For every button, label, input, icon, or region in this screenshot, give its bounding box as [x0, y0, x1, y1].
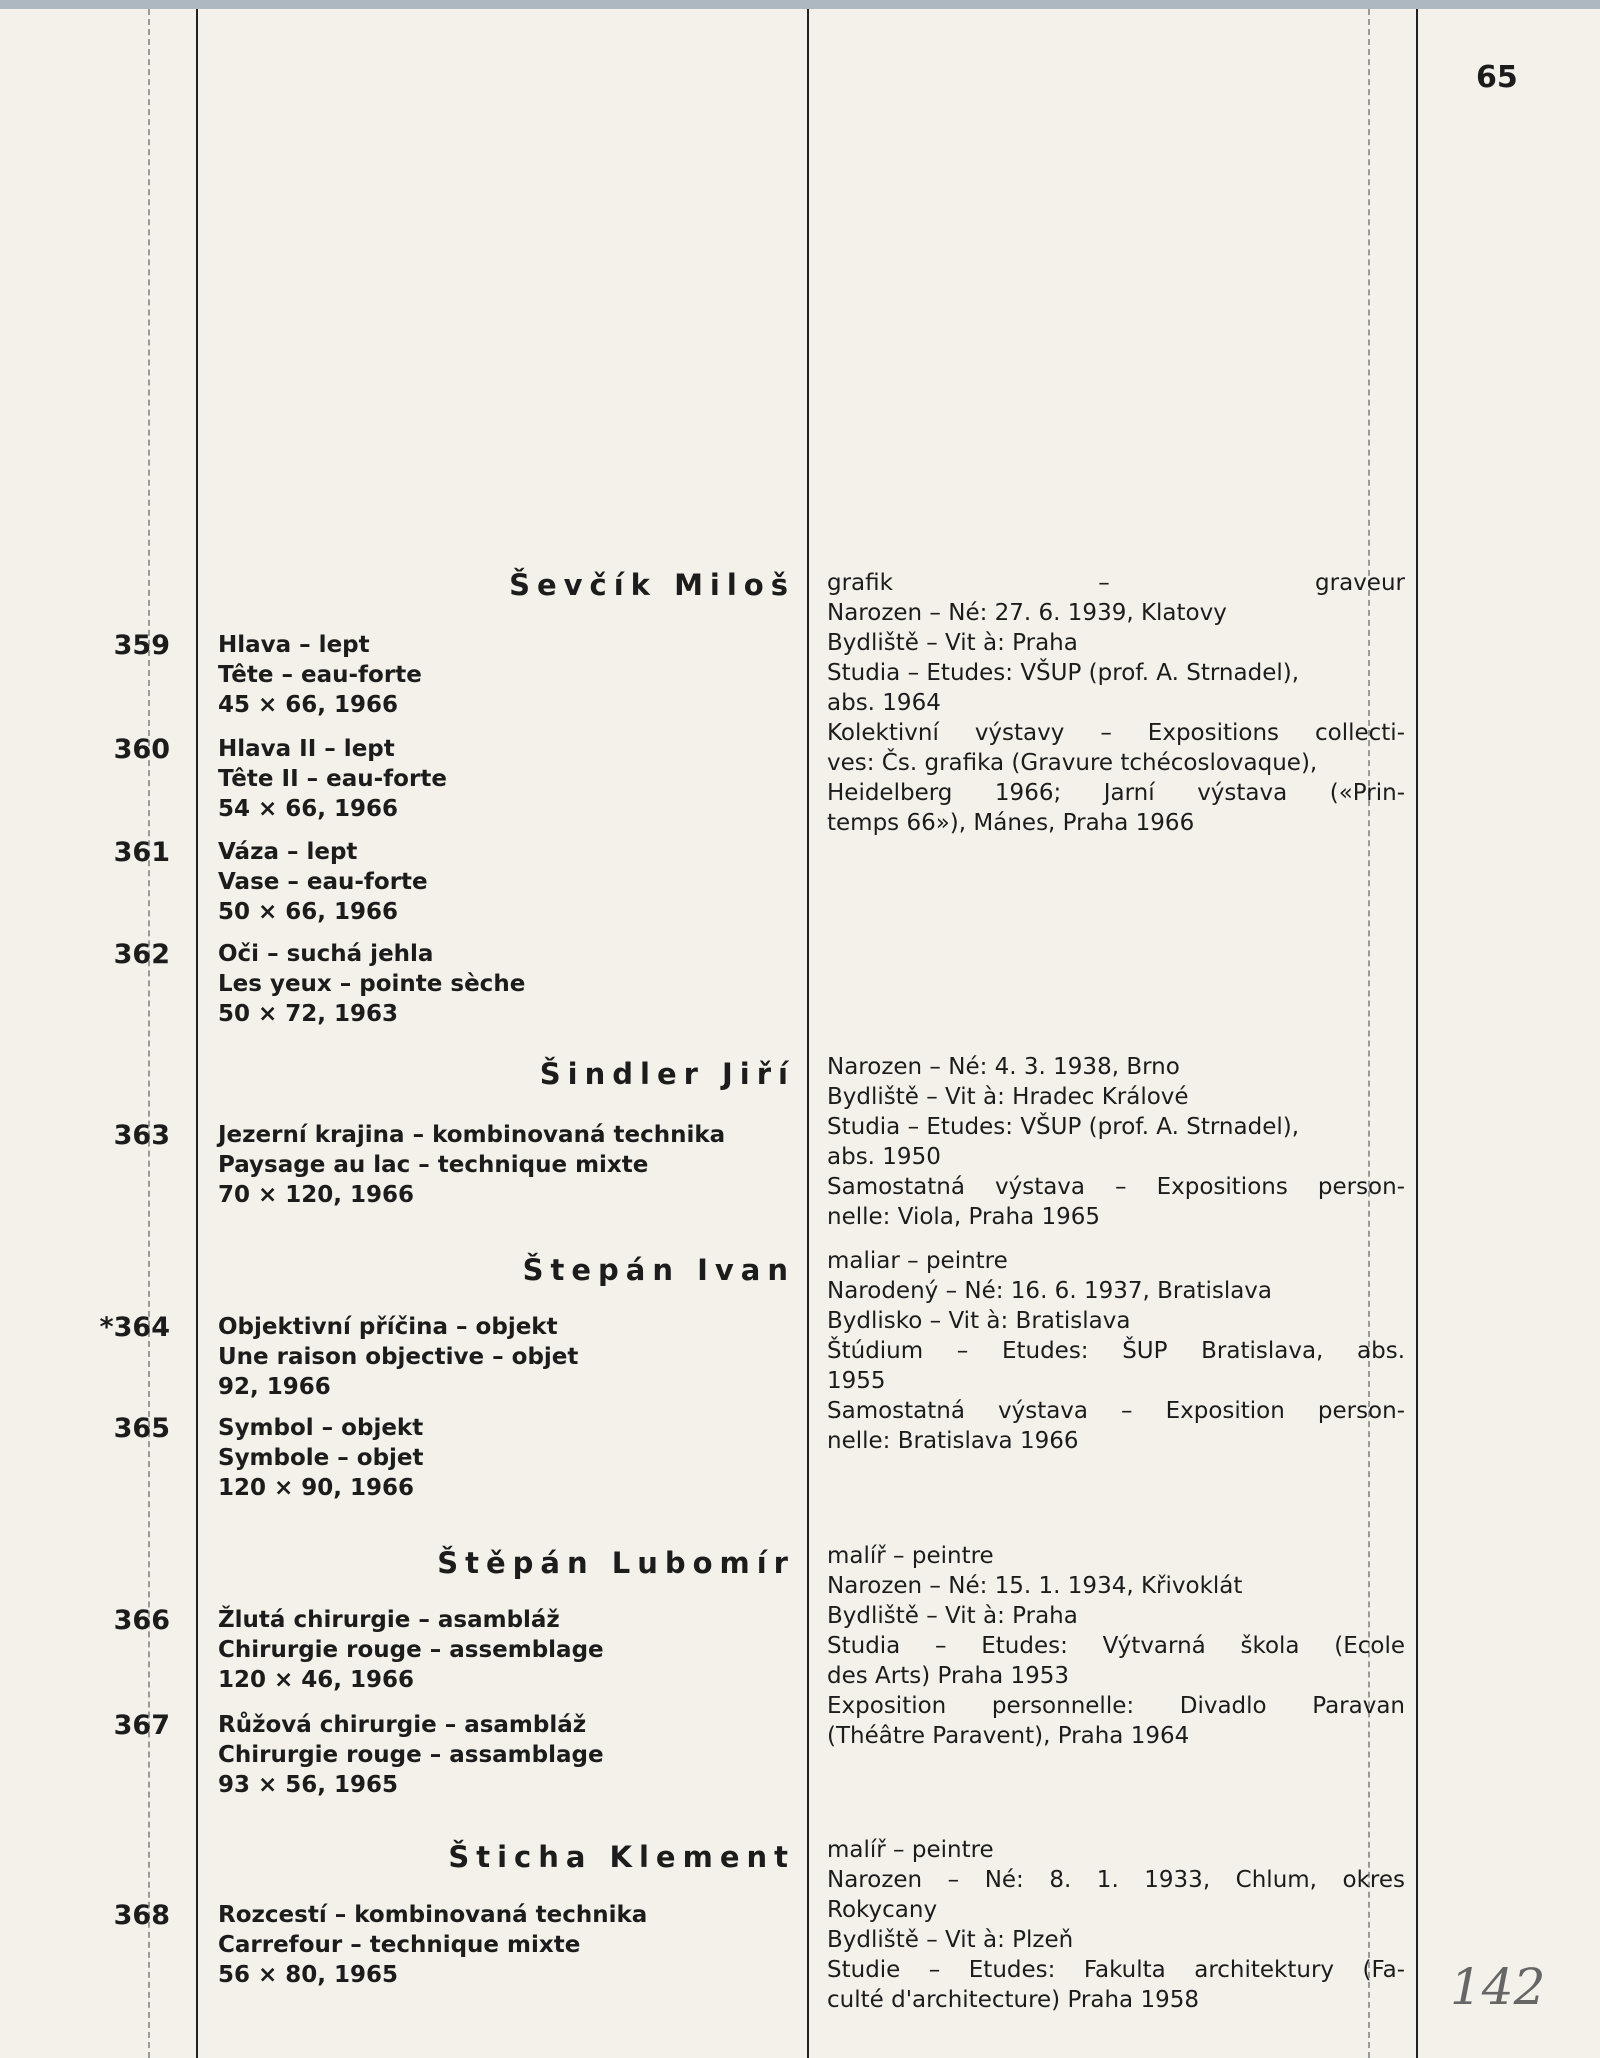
work-dimensions: 45 × 66, 1966: [218, 692, 399, 718]
bio-line: temps 66»), Mánes, Praha 1966: [827, 810, 1195, 836]
bio-line: Samostatná výstava – Exposition person-: [827, 1398, 1405, 1424]
bio-line: Narozen – Né: 15. 1. 1934, Křivoklát: [827, 1573, 1243, 1599]
work-number: 366: [113, 1605, 170, 1636]
work-title-fr: Paysage au lac – technique mixte: [218, 1152, 649, 1178]
bio-line: Rokycany: [827, 1897, 938, 1923]
bio-line: Studie – Etudes: Fakulta architektury (Fa-: [827, 1957, 1405, 1983]
work-title-cz: Hlava – lept: [218, 632, 370, 658]
bio-line: Narozen – Né: 8. 1. 1933, Chlum, okres: [827, 1867, 1405, 1893]
bio-line: nelle: Bratislava 1966: [827, 1428, 1079, 1454]
work-title-fr: Chirurgie rouge – assamblage: [218, 1742, 604, 1768]
work-dimensions: 56 × 80, 1965: [218, 1962, 399, 1988]
bio-line: des Arts) Praha 1953: [827, 1663, 1070, 1689]
work-number: 368: [113, 1900, 170, 1931]
work-dimensions: 50 × 72, 1963: [218, 1001, 399, 1027]
work-title-fr: Une raison objective – objet: [218, 1344, 579, 1370]
work-title-fr: Les yeux – pointe sèche: [218, 971, 526, 997]
work-title-fr: Tête II – eau-forte: [218, 766, 447, 792]
work-title-fr: Chirurgie rouge – assemblage: [218, 1637, 604, 1663]
top-edge-band: [0, 0, 1600, 9]
bio-line: Narodený – Né: 16. 6. 1937, Bratislava: [827, 1278, 1273, 1304]
work-title-cz: Žlutá chirurgie – asambláž: [218, 1607, 560, 1633]
work-title-cz: Růžová chirurgie – asambláž: [218, 1712, 587, 1738]
work-dimensions: 70 × 120, 1966: [218, 1182, 415, 1208]
work-dimensions: 120 × 46, 1966: [218, 1667, 415, 1693]
bio-line: culté d'architecture) Praha 1958: [827, 1987, 1199, 2013]
bio-line: Bydlisko – Vit à: Bratislava: [827, 1308, 1131, 1334]
bio-line: Bydliště – Vit à: Plzeň: [827, 1927, 1074, 1953]
work-dimensions: 120 × 90, 1966: [218, 1475, 415, 1501]
work-title-fr: Carrefour – technique mixte: [218, 1932, 581, 1958]
bio-line: Studia – Etudes: Výtvarná škola (Ecole: [827, 1633, 1405, 1659]
bio-line: Kolektivní výstavy – Expositions collecti-: [827, 720, 1405, 746]
bio-line: abs. 1964: [827, 690, 941, 716]
artist-name: Štěpán Lubomír: [437, 1546, 795, 1580]
artist-biography: [827, 1246, 1405, 1456]
bio-line: grafik – graveur: [827, 570, 1405, 596]
artist-biography: [827, 1052, 1405, 1232]
work-number: 359: [113, 630, 170, 661]
artist-name: Ševčík Miloš: [509, 568, 795, 602]
bio-line: Studia – Etudes: VŠUP (prof. A. Strnadel),: [827, 660, 1300, 686]
work-title-cz: Jezerní krajina – kombinovaná technika: [218, 1122, 726, 1148]
bio-line: ves: Čs. grafika (Gravure tchécoslovaque),: [827, 750, 1318, 776]
artist-name: Šticha Klement: [448, 1840, 795, 1874]
work-dimensions: 92, 1966: [218, 1374, 331, 1400]
bio-line: 1955: [827, 1368, 886, 1394]
artist-name: Šindler Jiří: [539, 1057, 795, 1091]
artist-biography: [827, 1541, 1405, 1751]
bio-line: malíř – peintre: [827, 1543, 994, 1569]
work-number: 362: [113, 939, 170, 970]
work-dimensions: 93 × 56, 1965: [218, 1772, 399, 1798]
bio-line: malíř – peintre: [827, 1837, 994, 1863]
left-column-rule: [196, 9, 198, 2058]
bio-line: (Théâtre Paravent), Praha 1964: [827, 1723, 1190, 1749]
work-title-cz: Rozcestí – kombinovaná technika: [218, 1902, 648, 1928]
work-number: 367: [113, 1710, 170, 1741]
work-title-cz: Oči – suchá jehla: [218, 941, 434, 967]
work-number: 361: [113, 837, 170, 868]
handwritten-note: 142: [1450, 1958, 1546, 2016]
work-title-fr: Symbole – objet: [218, 1445, 424, 1471]
artist-name: Štepán Ivan: [522, 1253, 795, 1287]
left-dashed-guide: [148, 9, 150, 2058]
bio-line: Studia – Etudes: VŠUP (prof. A. Strnadel),: [827, 1114, 1300, 1140]
artist-biography: [827, 568, 1405, 838]
bio-line: Narozen – Né: 27. 6. 1939, Klatovy: [827, 600, 1227, 626]
bio-line: abs. 1950: [827, 1144, 941, 1170]
work-dimensions: 54 × 66, 1966: [218, 796, 399, 822]
right-column-rule: [1416, 9, 1418, 2058]
page-number: 65: [1476, 60, 1518, 95]
work-title-fr: Tête – eau-forte: [218, 662, 422, 688]
bio-line: Narozen – Né: 4. 3. 1938, Brno: [827, 1054, 1180, 1080]
bio-line: Bydliště – Vit à: Praha: [827, 630, 1078, 656]
center-column-rule: [807, 9, 809, 2058]
work-title-cz: Symbol – objekt: [218, 1415, 424, 1441]
bio-line: Bydliště – Vit à: Praha: [827, 1603, 1078, 1629]
bio-line: Bydliště – Vit à: Hradec Králové: [827, 1084, 1189, 1110]
bio-line: maliar – peintre: [827, 1248, 1008, 1274]
work-number: *364: [99, 1312, 170, 1343]
work-title-cz: Hlava II – lept: [218, 736, 395, 762]
bio-line: Samostatná výstava – Expositions person-: [827, 1174, 1405, 1200]
artist-biography: [827, 1835, 1405, 2015]
bio-line: Štúdium – Etudes: ŠUP Bratislava, abs.: [827, 1338, 1405, 1364]
work-title-cz: Váza – lept: [218, 839, 358, 865]
bio-line: Heidelberg 1966; Jarní výstava («Prin-: [827, 780, 1405, 806]
work-number: 360: [113, 734, 170, 765]
work-title-fr: Vase – eau-forte: [218, 869, 428, 895]
bio-line: nelle: Viola, Praha 1965: [827, 1204, 1101, 1230]
bio-line: Exposition personnelle: Divadlo Paravan: [827, 1693, 1405, 1719]
work-title-cz: Objektivní příčina – objekt: [218, 1314, 558, 1340]
work-number: 365: [113, 1413, 170, 1444]
work-number: 363: [113, 1120, 170, 1151]
work-dimensions: 50 × 66, 1966: [218, 899, 399, 925]
